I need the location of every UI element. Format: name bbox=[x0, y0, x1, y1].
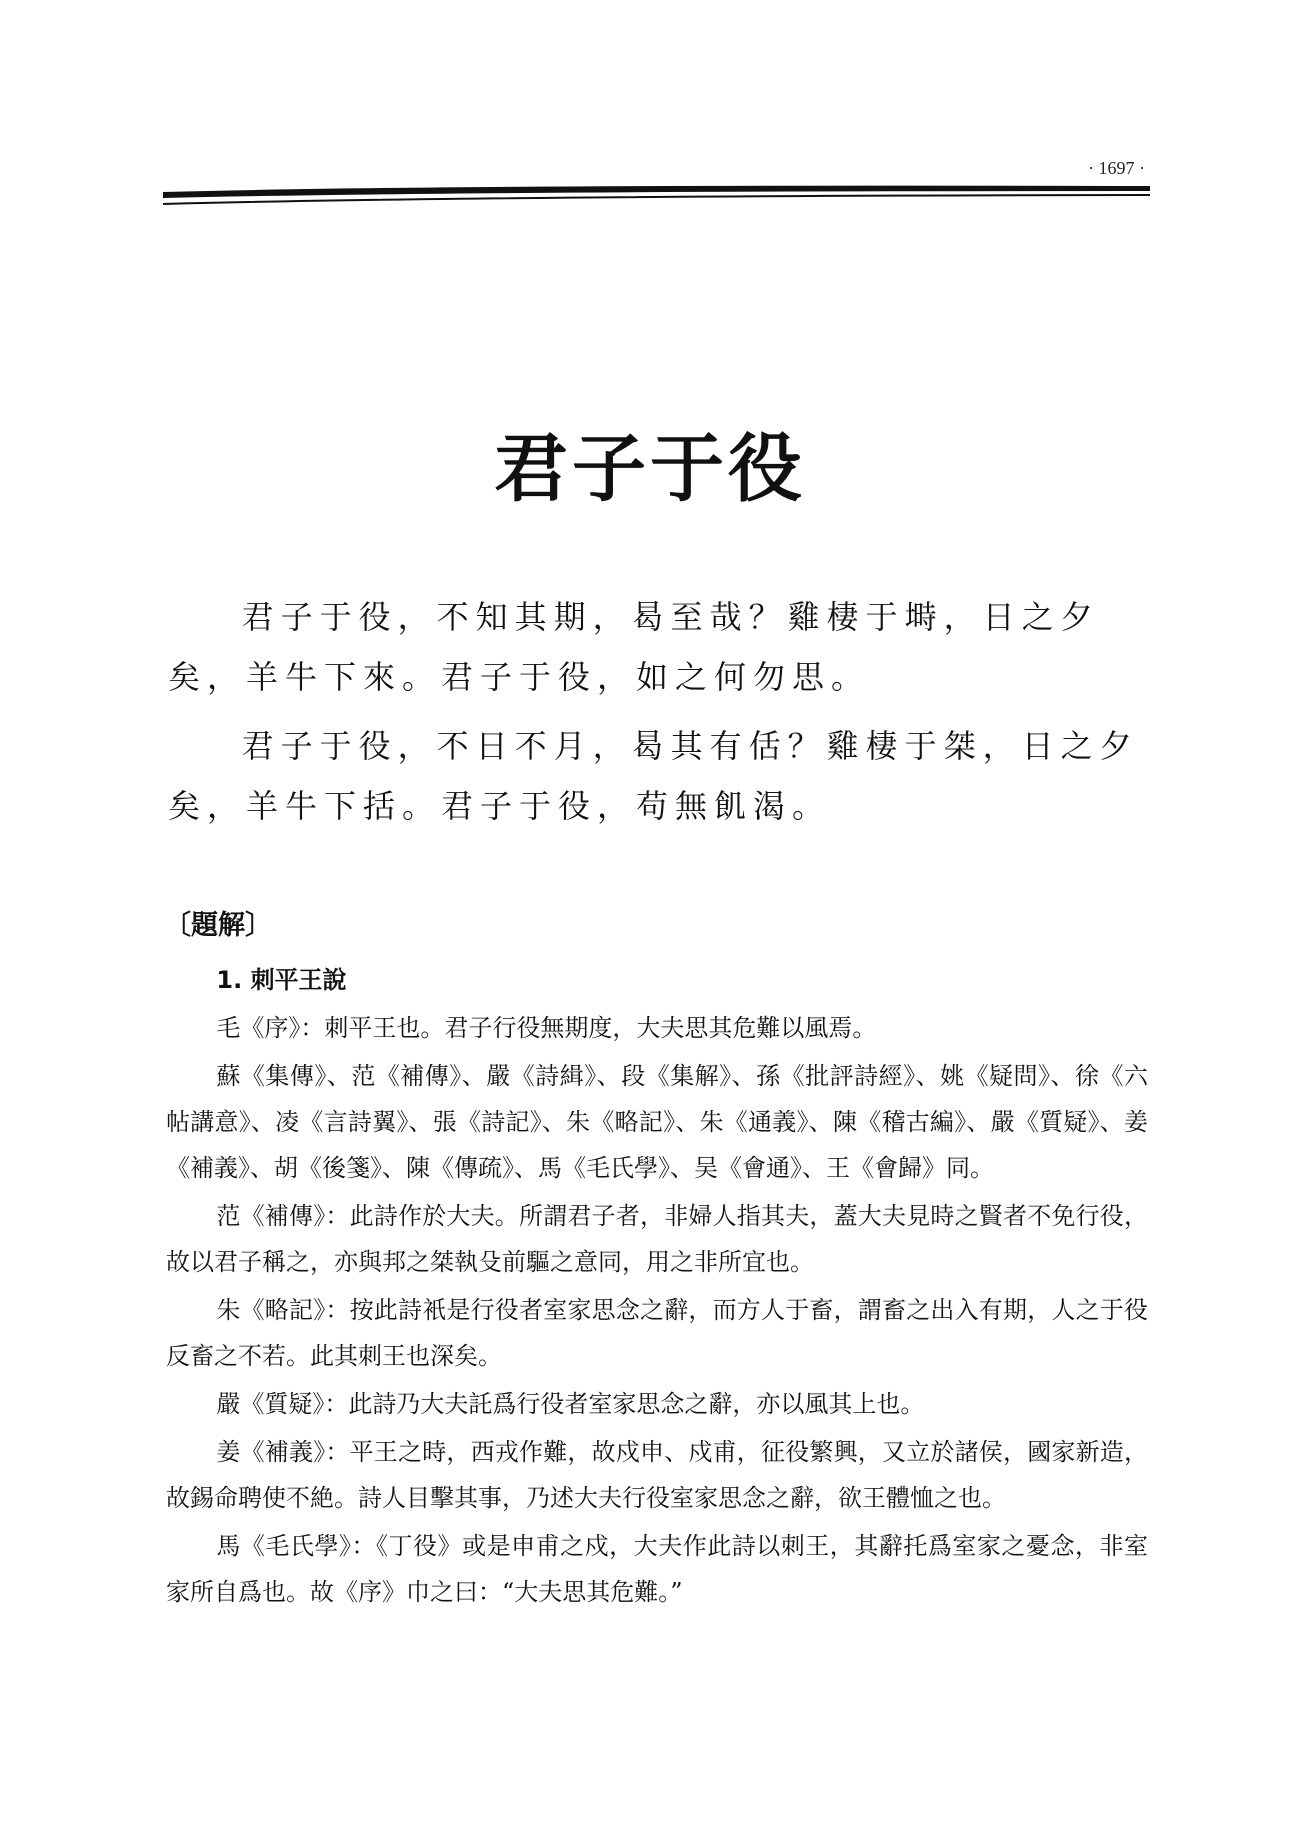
page-number: · 1697 · bbox=[1088, 158, 1145, 178]
commentary-paragraph: 范《補傳》：此詩作於大夫。所謂君子者，非婦人指其夫，蓋大夫見時之賢者不免行役，故以君子稱之，亦與邦之桀執殳前驅之意同，用之非所宜也。 bbox=[166, 1202, 1148, 1276]
commentary bbox=[166, 957, 1148, 1617]
commentary-subheading: 1. 刺平王說 bbox=[216, 966, 347, 994]
commentary-paragraph: 馬《毛氏學》：《丁役》或是申甫之戍，大夫作此詩以刺王，其辭托爲室家之憂念，非室家所自爲也。故《序》巾之曰：“大夫思其危難。” bbox=[166, 1532, 1148, 1606]
section-heading: 〔題解〕 bbox=[164, 910, 272, 941]
commentary-paragraph: 嚴《質疑》：此詩乃大夫託爲行役者室家思念之辭，亦以風其上也。 bbox=[216, 1390, 925, 1418]
commentary-paragraph: 毛《序》：刺平王也。君子行役無期度，大夫思其危難以風焉。 bbox=[216, 1014, 877, 1042]
poem-stanza: 君子于役，不知其期，曷至哉？雞棲于塒，日之夕矣，羊牛下來。君子于役，如之何勿思。 bbox=[168, 598, 1100, 696]
poem-text bbox=[168, 587, 1148, 845]
poem-stanza: 君子于役，不日不月，曷其有佸？雞棲于桀，日之夕矣，羊牛下括。君子于役，苟無飢渴。 bbox=[168, 727, 1139, 825]
poem-title: 君子于役 bbox=[494, 426, 806, 512]
commentary-paragraph: 姜《補義》：平王之時，西戎作難，故戍申、戍甫，征役繁興，又立於諸侯，國家新造，故錫命聘使不絶。詩人目擊其事，乃述大夫行役室家思念之辭，欲王體恤之也。 bbox=[166, 1438, 1148, 1512]
header-rule bbox=[163, 182, 1150, 212]
commentary-paragraph: 朱《略記》：按此詩衹是行役者室家思念之辭，而方人于畜，謂畜之出入有期，人之于役反畜之不若。此其刺王也深矣。 bbox=[166, 1296, 1148, 1370]
commentary-paragraph: 蘇《集傳》、范《補傳》、嚴《詩緝》、段《集解》、孫《批評詩經》、姚《疑問》、徐《六帖講意》、凌《言詩翼》、張《詩記》、朱《略記》、朱《通義》、陳《稽古編》、嚴《質疑》、姜《補義》、胡《後箋》、陳《傳疏》、馬《毛氏學》、吴《會通》、王《會歸》同。 bbox=[166, 1062, 1148, 1182]
